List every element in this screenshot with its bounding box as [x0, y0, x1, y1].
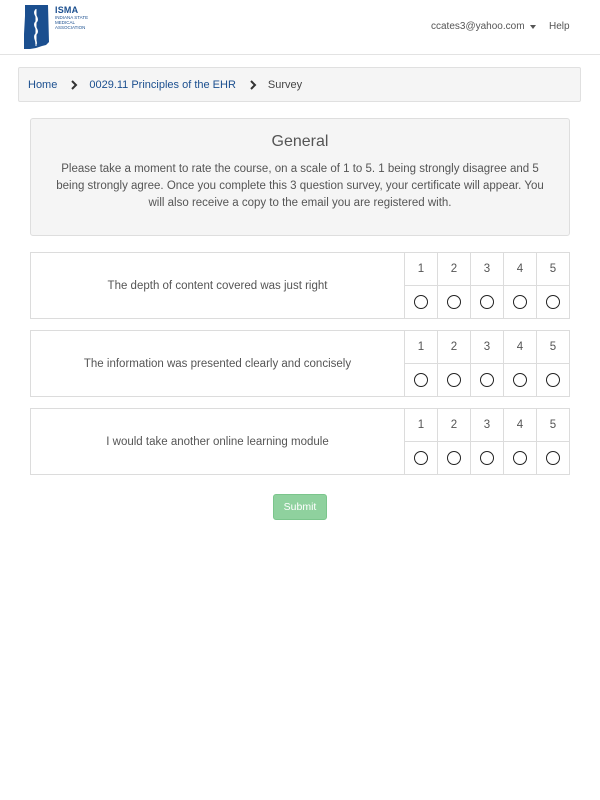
rating-radio-5[interactable]: [546, 373, 560, 387]
logo-subtext: INDIANA STATE MEDICAL ASSOCIATION: [55, 15, 89, 31]
intro-text: Please take a moment to rate the course, on a scale of 1 to 5. 1 being strongly disagree and 5 being strongly agree. Once you complete this 3 question survey, your certificate will appear. You will also receive a copy to the email you are registered with.: [56, 163, 544, 209]
rating-cell-2: [437, 286, 470, 318]
rating-cell-4: [503, 286, 536, 318]
scale-label-5: 5: [536, 331, 569, 363]
rating-cell-5: [536, 364, 569, 396]
rating-cell-1: [405, 364, 437, 396]
rating-radio-3[interactable]: [480, 373, 494, 387]
rating-radio-4[interactable]: [513, 373, 527, 387]
rating-radio-5[interactable]: [546, 451, 560, 465]
scale-label-5: 5: [536, 409, 569, 441]
rating-radio-2[interactable]: [447, 451, 461, 465]
scale-label-1: 1: [417, 419, 425, 431]
breadcrumb-current: Survey: [267, 78, 303, 91]
isma-logo[interactable]: [22, 4, 97, 52]
rating-cell-4: [503, 442, 536, 474]
question-text: The information was presented clearly and concisely: [31, 331, 405, 396]
survey-question-1: [30, 252, 570, 319]
rating-cell-2: [437, 364, 470, 396]
rating-radio-1[interactable]: [414, 451, 428, 465]
breadcrumb-home-link[interactable]: Home: [28, 78, 58, 91]
scale-label-2: 2: [437, 331, 470, 363]
rating-radio-1[interactable]: [414, 295, 428, 309]
rating-cell-4: [503, 364, 536, 396]
rating-cell-5: [536, 442, 569, 474]
scale-label-3: 3: [470, 253, 503, 285]
scale-label-2: 2: [437, 253, 470, 285]
scale-label-1: 1: [417, 263, 425, 275]
logo-text: ISMA: [55, 5, 79, 15]
rating-scale: [405, 253, 569, 318]
rating-radio-3[interactable]: [480, 295, 494, 309]
scale-label-4: 4: [503, 409, 536, 441]
rating-radio-1[interactable]: [414, 373, 428, 387]
section-title: General: [271, 133, 329, 150]
scale-label-3: 3: [470, 331, 503, 363]
rating-cell-1: [405, 286, 437, 318]
scale-label-2: 2: [437, 409, 470, 441]
survey-question-2: [30, 330, 570, 397]
top-navbar: [0, 0, 600, 55]
rating-radio-2[interactable]: [447, 373, 461, 387]
indiana-state-icon: [22, 4, 52, 50]
help-link[interactable]: Help: [549, 21, 570, 32]
breadcrumb-course-link[interactable]: 0029.11 Principles of the EHR: [89, 78, 236, 91]
submit-button[interactable]: Submit: [273, 494, 327, 520]
chevron-right-icon: [249, 80, 259, 90]
survey-question-3: [30, 408, 570, 475]
scale-label-4: 4: [503, 331, 536, 363]
caret-down-icon: [530, 25, 536, 29]
survey-intro-panel: [30, 118, 570, 236]
user-menu-dropdown[interactable]: [431, 21, 536, 32]
rating-radio-3[interactable]: [480, 451, 494, 465]
question-text: I would take another online learning module: [31, 409, 405, 474]
scale-label-4: 4: [503, 253, 536, 285]
user-email: ccates3@yahoo.com: [431, 21, 525, 32]
rating-radio-4[interactable]: [513, 451, 527, 465]
rating-cell-2: [437, 442, 470, 474]
rating-radio-5[interactable]: [546, 295, 560, 309]
rating-cell-5: [536, 286, 569, 318]
scale-label-5: 5: [536, 253, 569, 285]
breadcrumb: [18, 67, 581, 102]
question-text: The depth of content covered was just right: [31, 253, 405, 318]
rating-radio-4[interactable]: [513, 295, 527, 309]
chevron-right-icon: [70, 80, 80, 90]
rating-scale: [405, 331, 569, 396]
rating-cell-3: [470, 364, 503, 396]
rating-cell-1: [405, 442, 437, 474]
rating-scale: [405, 409, 569, 474]
rating-cell-3: [470, 442, 503, 474]
scale-label-1: 1: [417, 341, 425, 353]
rating-cell-3: [470, 286, 503, 318]
scale-label-3: 3: [470, 409, 503, 441]
rating-radio-2[interactable]: [447, 295, 461, 309]
